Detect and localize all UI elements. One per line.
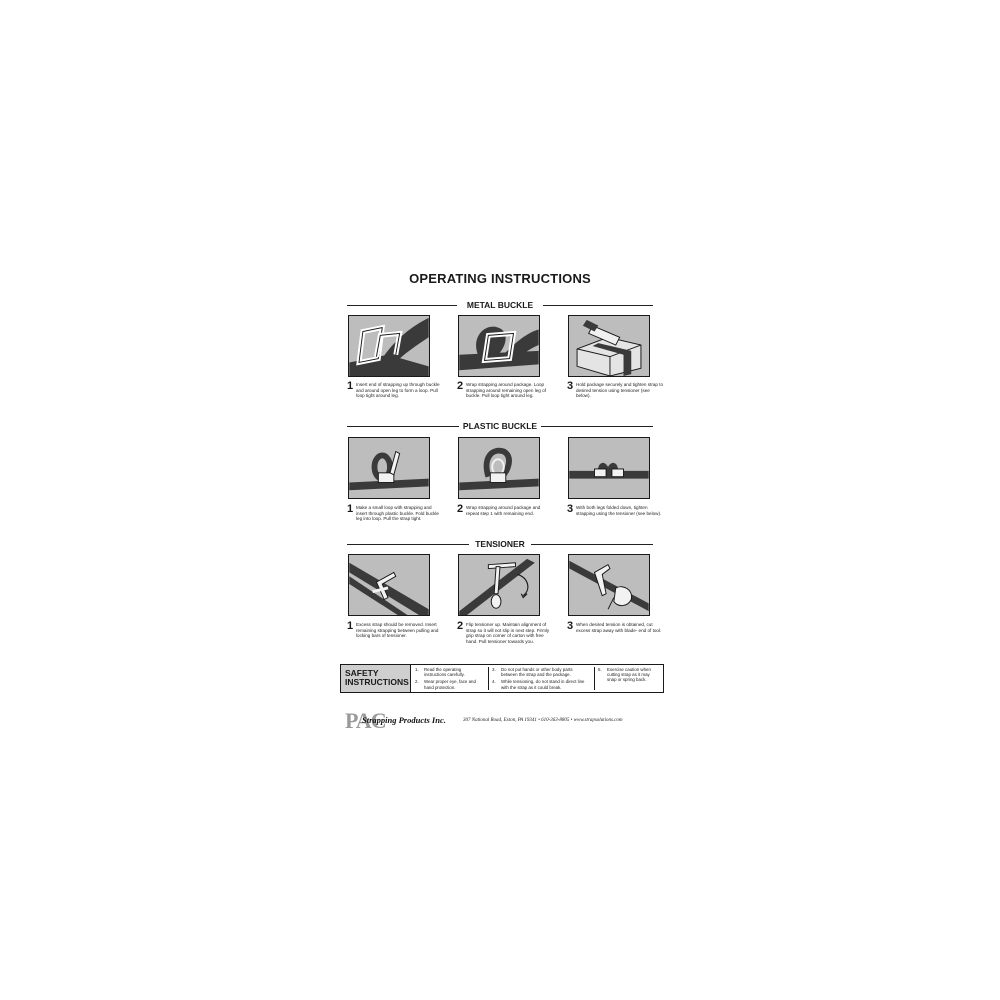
- safety-label: SAFETY INSTRUCTIONS: [341, 665, 411, 692]
- section-heading-tensioner: TENSIONER: [347, 538, 653, 550]
- illustration-plastic-buckle-step-2: [458, 437, 540, 499]
- illustration-plastic-buckle-step-3: [568, 437, 650, 499]
- illustration-metal-buckle-step-3: [568, 315, 650, 377]
- illustration-tensioner-step-1: [348, 554, 430, 616]
- safety-instructions-box: [340, 664, 664, 693]
- safety-column-2: [492, 667, 590, 692]
- safety-item-2: 2. Wear proper eye, face and hand protection.: [415, 679, 476, 690]
- illustration-tensioner-step-3: [568, 554, 650, 616]
- company-name: Strapping Products Inc.: [362, 715, 446, 725]
- illustration-tensioner-step-2: [458, 554, 540, 616]
- company-address: 307 National Road, Exton, PA 19341 • 610-363-8805 • www.strapsolutions.com: [463, 718, 623, 723]
- safety-column-3: [598, 667, 658, 685]
- safety-item-3: 3. Do not put hands or other body parts between the strap and the package.: [492, 667, 573, 678]
- section-heading-plastic-buckle: PLASTIC BUCKLE: [347, 420, 653, 432]
- safety-column-1: [415, 667, 483, 692]
- page-title: OPERATING INSTRUCTIONS: [409, 271, 591, 286]
- illustration-plastic-buckle-step-1: [348, 437, 430, 499]
- illustration-metal-buckle-step-1: [348, 315, 430, 377]
- instruction-sheet: OPERATING INSTRUCTIONS METAL BUCKLE 1 Insert end of strapping up through buckle and around open leg to form a loop. Pull loop tight around leg. 2 Wrap strapping around package. Loop strapping around remaining open leg of buckle. Pull loop tight around leg. 3 Hold package securely and tighten strap to desired tension using tensioner (see below). PLASTIC BUCKLE 1 Make a small loop with strapping and insert through plastic buckle. Fold buckle leg into loop. Pull the strap tight. 2 Wrap strapping around package and repeat step 1 with remaining end. 3 With both legs folded down, tighten strapping using the tensioner (see below). TENSIONER 1 Excess strap should be removed. Insert remaining strapping between pulling and locking bars of tensioner. 2 Flip tensioner up. Maintain alignment of strap so it will not slip in next step. Firmly grip strap on corner of carton with free hand. Pull tensioner towards you. 3 When desired tension is obtained, cut excess strap away with blade- end of tool. SAFETY INSTRUCTIONS 1. Read the operating instructions carefully. 2. Wear proper eye, face and hand protection. 3. Do not put hands or other body parts between the strap and the package. 4. While tensioning, do not stand in direct line with the strap as it could break. 5. Exercise caution when cutting strap as it may snap or spring back. PAC Strapping Products Inc. 307 National Road, Exton, PA 19341 • 610-363-8805 • www.strapsolutions.com: [347, 265, 653, 740]
- section-heading-metal-buckle: METAL BUCKLE: [347, 299, 653, 311]
- footer: [345, 707, 655, 735]
- safety-item-4: 4. While tensioning, do not stand in direct line with the strap as it could break.: [492, 679, 585, 690]
- safety-item-1: 1. Read the operating instructions carefully.: [415, 667, 465, 678]
- safety-item-5: 5. Exercise caution when cutting strap as it may snap or spring back.: [598, 667, 651, 683]
- illustration-metal-buckle-step-2: [458, 315, 540, 377]
- company-logo-mark: PAC: [345, 708, 386, 733]
